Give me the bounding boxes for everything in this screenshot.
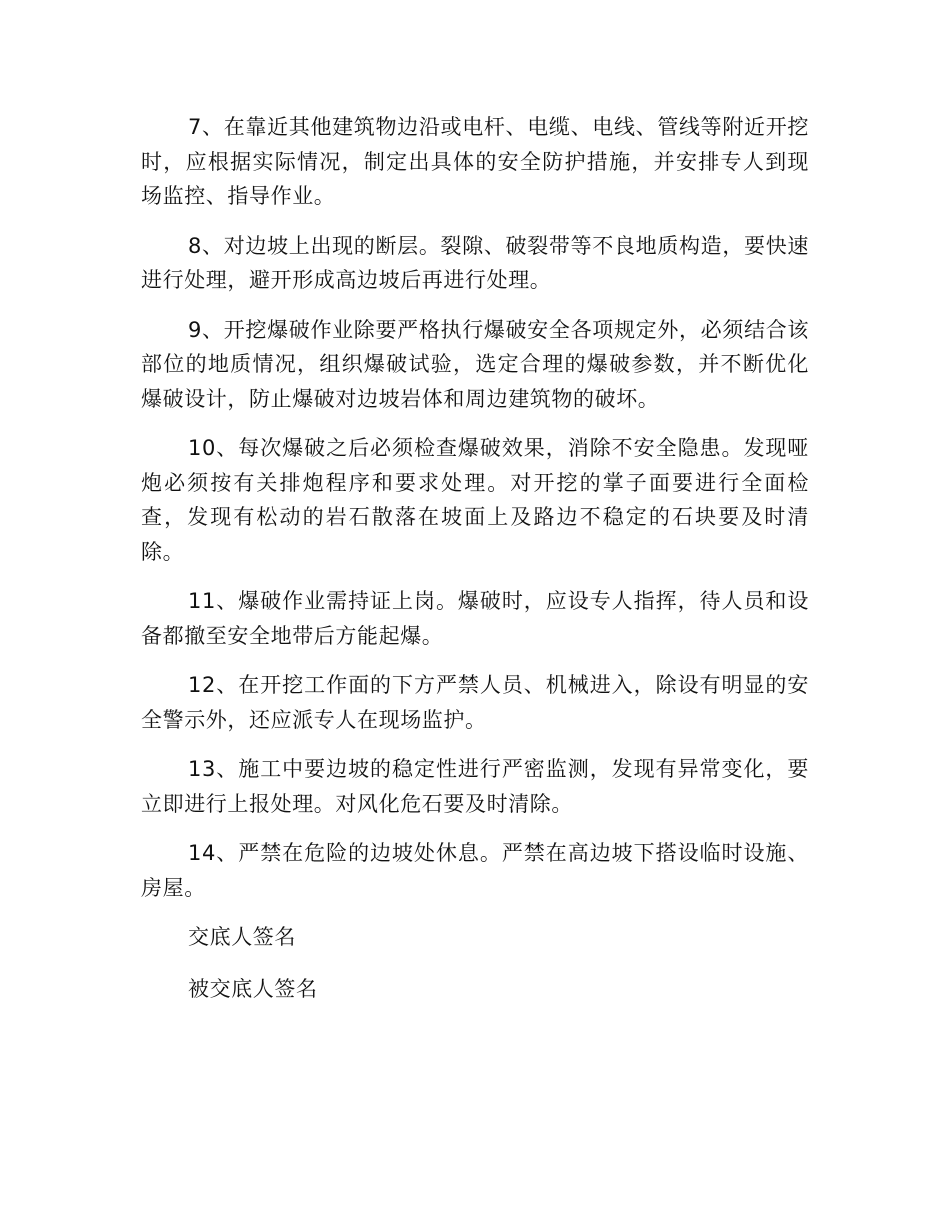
document-body xyxy=(141,110,809,1023)
discloser-signature-label: 交底人签名 xyxy=(188,925,296,949)
paragraph-item-11: 11、爆破作业需持证上岗。爆破时，应设专人指挥，待人员和设备都撤至安全地带后方能起爆。 xyxy=(141,589,809,648)
paragraph-item-9: 9、开挖爆破作业除要严格执行爆破安全各项规定外，必须结合该部位的地质情况，组织爆破试验，选定合理的爆破参数，并不断优化爆破设计，防止爆破对边坡岩体和周边建筑物的破坏。 xyxy=(141,317,809,411)
paragraph-item-10: 10、每次爆破之后必须检查爆破效果，消除不安全隐患。发现哑炮必须按有关排炮程序和要求处理。对开挖的掌子面要进行全面检查，发现有松动的岩石散落在坡面上及路边不稳定的石块要及时清除。 xyxy=(141,436,809,564)
paragraph-item-12: 12、在开挖工作面的下方严禁人员、机械进入，除设有明显的安全警示外，还应派专人在现场监护。 xyxy=(141,673,809,732)
paragraph-item-14: 14、严禁在危险的边坡处休息。严禁在高边坡下搭设临时设施、房屋。 xyxy=(141,841,809,900)
paragraph-item-13: 13、施工中要边坡的稳定性进行严密监测，发现有异常变化，要立即进行上报处理。对风化危石要及时清除。 xyxy=(141,757,809,816)
paragraph-item-7: 7、在靠近其他建筑物边沿或电杆、电缆、电线、管线等附近开挖时，应根据实际情况，制定出具体的安全防护措施，并安排专人到现场监控、指导作业。 xyxy=(141,115,809,208)
recipient-signature-label: 被交底人签名 xyxy=(188,976,318,1001)
paragraph-item-8: 8、对边坡上出现的断层。裂隙、破裂带等不良地质构造，要快速进行处理，避开形成高边坡后再进行处理。 xyxy=(141,233,809,292)
